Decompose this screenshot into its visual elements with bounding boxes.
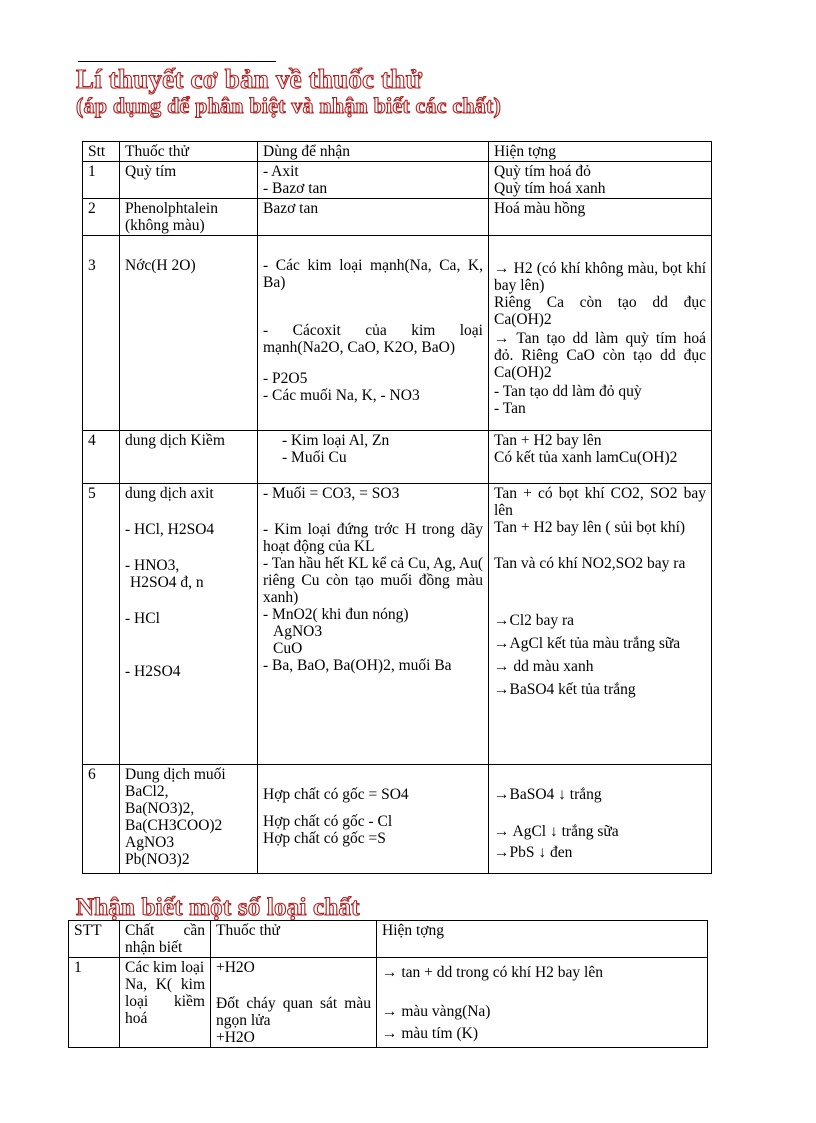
- cell-phenomenon: → H2 (có khí không màu, bọt khí bay lên) Riêng Ca còn tạo dd đục Ca(OH)2 → Tan tạo dd làm quỳ tím hoá đỏ. Riêng CaO còn tạo dd đục Ca(OH)2 - Tan tạo dd làm đỏ quỳ - Tan: [489, 236, 712, 431]
- cell-phenomenon: →BaSO4 ↓ trắng → AgCl ↓ trắng sữa →PbS ↓ đen: [489, 765, 712, 874]
- header-stt: Stt: [83, 142, 120, 162]
- cell-stt: 2: [83, 199, 120, 236]
- cell-stt: 3: [83, 236, 120, 431]
- cell-phenomenon: Quỳ tím hoá đỏ Quỳ tím hoá xanh: [489, 162, 712, 199]
- cell-reagent: Dung dịch muối BaCl2, Ba(NO3)2, Ba(CH3COO)2 AgNO3 Pb(NO3)2: [120, 765, 258, 874]
- cell-phenomenon: Hoá màu hồng: [489, 199, 712, 236]
- cell-reagent: Nớc(H 2O): [120, 236, 258, 431]
- cell-phenomenon: Tan + có bọt khí CO2, SO2 bay lên Tan + H2 bay lên ( sủi bọt khí) Tan và có khí NO2,SO2 bay ra →Cl2 bay ra →AgCl kết tủa màu trắng sữa → dd màu xanh →BaSO4 kết tủa trắng: [489, 484, 712, 765]
- cell-reagent: Phenolphtalein (không màu): [120, 199, 258, 236]
- cell-reagent: dung dịch axit - HCl, H2SO4 - HNO3, H2SO4 đ, n - HCl - H2SO4: [120, 484, 258, 765]
- header-stt: STT: [69, 921, 120, 958]
- cell-stt: 5: [83, 484, 120, 765]
- table-row: [83, 162, 712, 199]
- header-use: Dùng để nhận: [258, 142, 489, 162]
- table-row: [83, 199, 712, 236]
- cell-stt: 1: [69, 958, 120, 1048]
- cell-reagent: Quỳ tím: [120, 162, 258, 199]
- cell-stt: 4: [83, 431, 120, 484]
- cell-use: - Muối = CO3, = SO3 - Kim loại đứng trớc H trong dãy hoạt động của KL - Tan hầu hết KL kể cả Cu, Ag, Au( riêng Cu còn tạo muối đồng màu xanh) - MnO2( khi đun nóng) AgNO3 CuO - Ba, BaO, Ba(OH)2, muối Ba: [258, 484, 489, 765]
- cell-phenomenon: Tan + H2 bay lên Có kết tủa xanh lamCu(OH)2: [489, 431, 712, 484]
- cell-use: - Axit - Bazơ tan: [258, 162, 489, 199]
- cell-phenomenon: → tan + dd trong có khí H2 bay lên → màu vàng(Na) → màu tím (K): [377, 958, 708, 1048]
- cell-use: Hợp chất có gốc = SO4 Hợp chất có gốc - Cl Hợp chất có gốc =S: [258, 765, 489, 874]
- page-title: Lí thuyết cơ bản về thuốc thử: [76, 64, 422, 94]
- header-phenomenon: Hiện tợng: [489, 142, 712, 162]
- table-row: [83, 431, 712, 484]
- table-row: [83, 484, 712, 765]
- header-substance: Chất cần nhận biết: [120, 921, 211, 958]
- header-reagent: Thuốc thử: [211, 921, 377, 958]
- cell-use: - Kim loại Al, Zn - Muối Cu: [258, 431, 489, 484]
- cell-reagent: dung dịch Kiềm: [120, 431, 258, 484]
- table-row: [83, 765, 712, 874]
- table-header-row: [83, 142, 712, 162]
- reagent-table: [82, 141, 712, 874]
- table-header-row: [69, 921, 708, 958]
- section-title: Nhận biết một số loại chất: [76, 894, 360, 921]
- cell-use: Bazơ tan: [258, 199, 489, 236]
- cell-use: - Các kim loại mạnh(Na, Ca, K, Ba) - Cácoxit của kim loại mạnh(Na2O, CaO, K2O, BaO) - P2O5 - Các muối Na, K, - NO3: [258, 236, 489, 431]
- cell-substance: Các kim loại Na, K( kim loại kiềm hoá: [120, 958, 211, 1048]
- cell-stt: 6: [83, 765, 120, 874]
- page-subtitle: (áp dụng để phân biệt và nhận biết các chất): [76, 93, 502, 118]
- cell-reagent: +H2O Đốt cháy quan sát màu ngọn lửa +H2O: [211, 958, 377, 1048]
- top-rule: [78, 61, 276, 62]
- identification-table: [68, 920, 708, 1048]
- header-phenomenon: Hiện tợng: [377, 921, 708, 958]
- cell-stt: 1: [83, 162, 120, 199]
- header-reagent: Thuốc thử: [120, 142, 258, 162]
- table-row: [83, 236, 712, 431]
- table-row: [69, 958, 708, 1048]
